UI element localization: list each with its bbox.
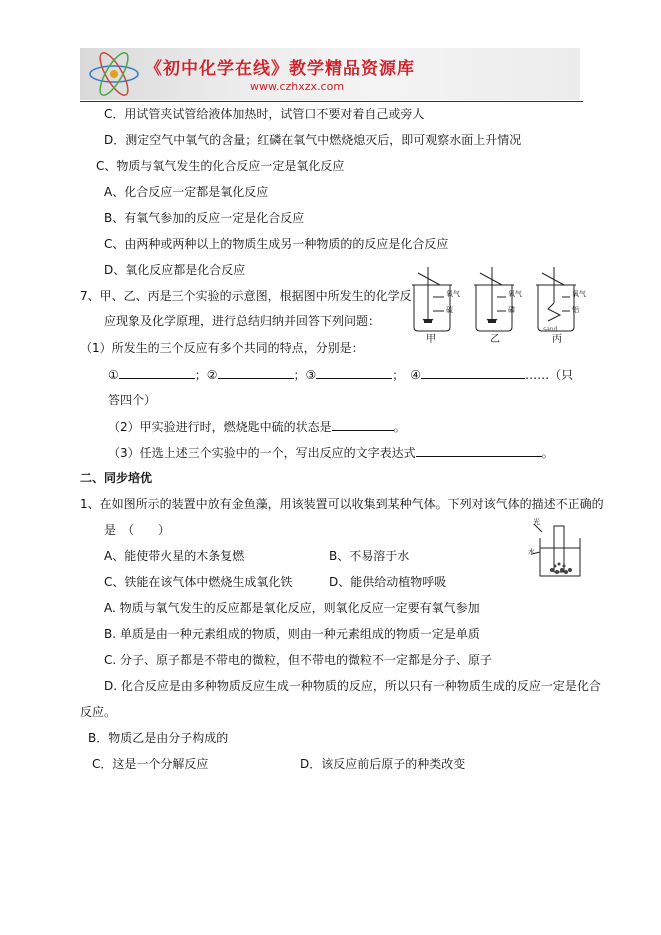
jar2-substance-label: 磷: [508, 306, 515, 314]
text-line: 答四个）: [108, 393, 157, 407]
text-line: C．这是一个分解反应: [92, 757, 209, 771]
question-7: 7、甲、乙、丙是三个实验的示意图，根据图中所发生的化学反: [80, 289, 412, 303]
atom-logo-icon: [84, 50, 144, 98]
text-line: A. 物质与氧气发生的反应都是氧化反应，则氧化反应一定要有氧气参加: [104, 601, 480, 615]
option-a: A、能使带火星的木条复燃: [104, 549, 245, 563]
answer-blank[interactable]: [119, 366, 195, 379]
option-d: D、能供给动植物呼吸: [329, 575, 447, 589]
text-line: C、由两种或两种以上的物质生成另一种物质的的反应是化合反应: [104, 237, 449, 251]
jar3-caption: 丙: [552, 334, 562, 345]
option-b: B、不易溶于水: [329, 549, 410, 563]
text-line: 应现象及化学原理，进行总结归纳并回答下列问题：: [104, 314, 381, 328]
answer-line-3: （3）任选上述三个实验中的一个，写出反应的文字表达式 。: [108, 446, 554, 460]
text-line: A、化合反应一定都是氧化反应: [104, 185, 269, 199]
water-label: 水: [528, 548, 535, 556]
header-divider: [80, 101, 583, 102]
experiment-figure: [410, 263, 582, 345]
text-line: 反应。: [80, 705, 117, 719]
text-line: D、氧化反应都是化合反应: [104, 263, 246, 277]
text-line: B、有氧气参加的反应一定是化合反应: [104, 211, 305, 225]
answer-blank[interactable]: [316, 366, 392, 379]
beaker-figure: [528, 520, 588, 580]
section-heading: 二、同步培优: [80, 471, 153, 485]
answer-blank[interactable]: [416, 444, 542, 457]
text-line: D．测定空气中氧气的含量；红磷在氧气中燃烧熄灭后，即可观察水面上升情况: [104, 133, 522, 147]
jar1-caption: 甲: [426, 334, 436, 345]
text-line: D．该反应前后原子的种类改变: [300, 757, 466, 771]
answer-line-1: ① ；② ；③ ； ④ ……（只: [108, 368, 574, 382]
text-line: B．物质乙是由分子构成的: [88, 731, 229, 745]
text-line: C、物质与氧气发生的化合反应一定是氧化反应: [96, 159, 345, 173]
answer-blank[interactable]: [332, 418, 394, 431]
jar2-gas-label: 氧气: [508, 290, 522, 298]
text-line: 是 （ ）: [104, 523, 171, 537]
text-line: B. 单质是由一种元素组成的物质，则由一种元素组成的物质一定是单质: [104, 627, 480, 641]
answer-blank[interactable]: [218, 366, 294, 379]
option-c: C、铁能在该气体中燃烧生成氧化铁: [104, 575, 293, 589]
jar3-substance-label: 铝: [572, 306, 579, 314]
text-line: D. 化合反应是由多种物质反应生成一种物质的反应，所以只有一种物质生成的反应一定是化合: [104, 679, 601, 693]
text-line: C．用试管夹试管给液体加热时，试管口不要对着自己或旁人: [104, 107, 425, 121]
text-line: （1）所发生的三个反应有多个共同的特点，分别是：: [80, 341, 364, 355]
answer-line-2: （2）甲实验进行时，燃烧匙中硫的状态是 。: [108, 420, 406, 434]
jar3-gas-label: 氧气: [572, 290, 586, 298]
jar1-gas-label: 氧气: [446, 290, 460, 298]
text-line: C. 分子、原子都是不带电的微粒，但不带电的微粒不一定都是分子、原子: [104, 653, 493, 667]
jar1-substance-label: 硫: [446, 306, 453, 314]
header-url: www.czhxzx.com: [250, 80, 345, 93]
svg-text:sand: sand: [543, 326, 558, 333]
answer-blank[interactable]: [421, 366, 525, 379]
question-1: 1、在如图所示的装置中放有金鱼藻，用该装置可以收集到某种气体。下列对该气体的描述不正确的: [80, 497, 604, 511]
jar2-caption: 乙: [490, 334, 500, 345]
header-title: 《初中化学在线》教学精品资源库: [145, 59, 415, 79]
light-label: 光: [533, 518, 540, 526]
